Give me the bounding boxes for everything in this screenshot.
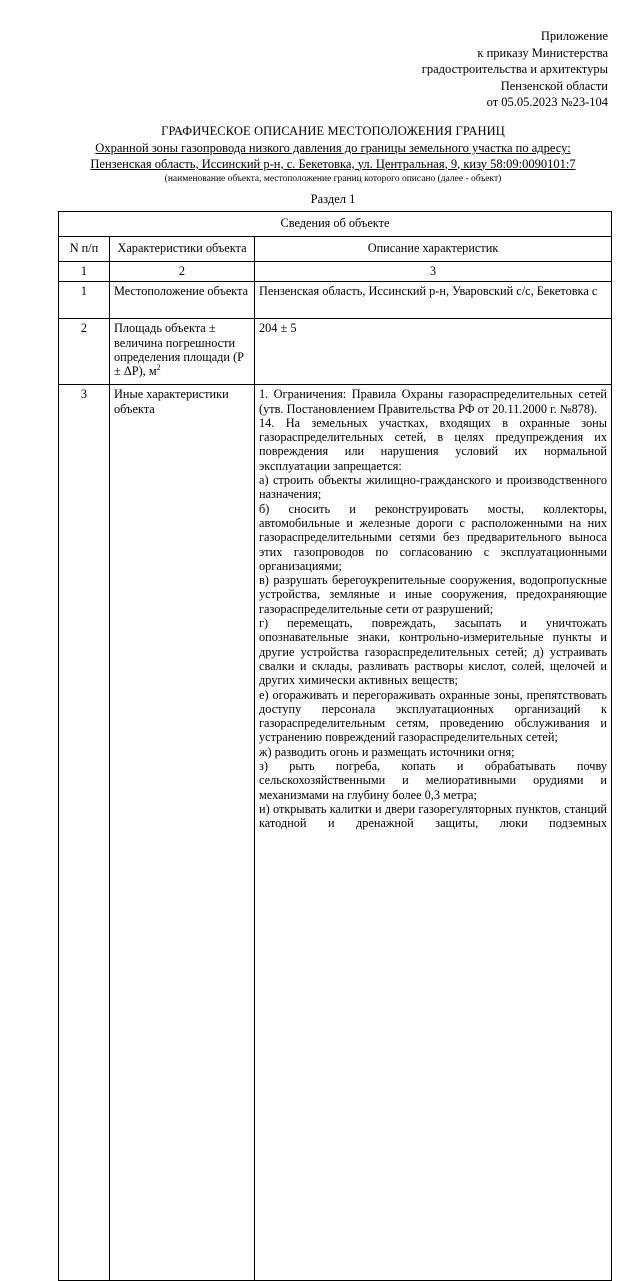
restriction-item: з) рыть погреба, копать и обрабатывать почву сельскохозяйственными и мелиоративными орудиями и механизмами на глубину более 0,3 метра; <box>259 759 607 802</box>
appendix-line: от 05.05.2023 №23-104 <box>486 95 608 109</box>
subtitle-line: Пензенская область, Иссинский р-н, с. Бекетовка, ул. Центральная, 9, кизу 58:09:0090101:7 <box>90 156 576 171</box>
restriction-item: б) сносить и реконструировать мосты, коллекторы, автомобильные и железные дороги с расположенными на них газораспределительными сетями без предварительного выноса этих газопроводов по согласованию с эксплуатационными организациями; <box>259 501 607 573</box>
object-subtitle <box>58 141 608 172</box>
column-number: 1 <box>59 262 110 282</box>
table-row <box>59 385 612 1281</box>
row-description <box>255 385 612 1281</box>
restriction-item: в) разрушать берегоукрепительные сооружения, водопропускные устройства, земляные и иные сооружения, предохраняющие газораспределительные сети от разрушений; <box>259 573 607 616</box>
row-num: 3 <box>59 385 110 1281</box>
row-description: 204 ± 5 <box>255 319 612 385</box>
restriction-item: и) открывать калитки и двери газорегуляторных пунктов, станций катодной и дренажной защиты, люки подземных <box>259 801 607 831</box>
row-characteristic <box>110 319 255 385</box>
restriction-item: г) перемещать, повреждать, засыпать и уничтожать опознавательные знаки, контрольно-измерительные пункты и другие устройства газораспределительных сетей; д) устраивать свалки и склады, разливать растворы кислот, солей, щелочей и других химически активных веществ; <box>259 616 607 688</box>
table-header-row <box>59 237 612 262</box>
restriction-item: 1. Ограничения: Правила Охраны газораспределительных сетей (утв. Постановлением Правительства РФ от 20.11.2000 г. №878). <box>259 387 607 416</box>
restriction-item: е) огораживать и перегораживать охранные зоны, препятствовать доступу персонала эксплуатационных организаций к газораспределительным сетям, проведению обслуживания и устранению повреждений газораспределительных сетей; <box>259 687 607 745</box>
column-number: 3 <box>255 262 612 282</box>
restriction-item: 14. На земельных участках, входящих в охранные зоны газораспределительных сетей, в целях предупреждения их повреждения или нарушения условий их нормальной эксплуатации запрещается: <box>259 415 607 473</box>
header-characteristic: Характеристики объекта <box>110 237 255 262</box>
document-title: ГРАФИЧЕСКОЕ ОПИСАНИЕ МЕСТОПОЛОЖЕНИЯ ГРАНИЦ <box>161 124 505 138</box>
appendix-note <box>288 28 608 111</box>
header-num: N п/п <box>59 237 110 262</box>
unit-superscript: 2 <box>156 363 161 373</box>
object-info-table <box>58 211 612 1281</box>
row-num: 2 <box>59 319 110 385</box>
characteristic-text: Площадь объекта ± величина погрешности определения площади (P ± ΔP), м <box>114 321 244 379</box>
appendix-line: градостроительства и архитектуры <box>421 62 608 76</box>
header-description: Описание характеристик <box>255 237 612 262</box>
table-caption: Сведения об объекте <box>59 212 612 237</box>
restriction-item: ж) разводить огонь и размещать источники огня; <box>259 744 515 759</box>
row-num: 1 <box>59 282 110 319</box>
column-number-row <box>59 262 612 282</box>
row-characteristic: Иные характеристики объекта <box>110 385 255 1281</box>
row-description: Пензенская область, Иссинский р-н, Уваровский с/с, Бекетовка с <box>255 282 612 319</box>
table-caption-row <box>59 212 612 237</box>
table-row <box>59 282 612 319</box>
column-number: 2 <box>110 262 255 282</box>
section-heading: Раздел 1 <box>310 192 356 206</box>
object-caption: (наименование объекта, местоположение границ которого описано (далее - объект) <box>164 174 502 184</box>
table-row <box>59 319 612 385</box>
appendix-line: Приложение <box>540 29 608 43</box>
row-characteristic: Местоположение объекта <box>110 282 255 319</box>
restriction-item: а) строить объекты жилищно-гражданского и производственного назначения; <box>259 473 607 502</box>
subtitle-line: Охранной зоны газопровода низкого давления до границы земельного участка по адресу: <box>95 141 571 155</box>
appendix-line: к приказу Министерства <box>477 45 608 60</box>
appendix-line: Пензенской области <box>500 78 608 93</box>
